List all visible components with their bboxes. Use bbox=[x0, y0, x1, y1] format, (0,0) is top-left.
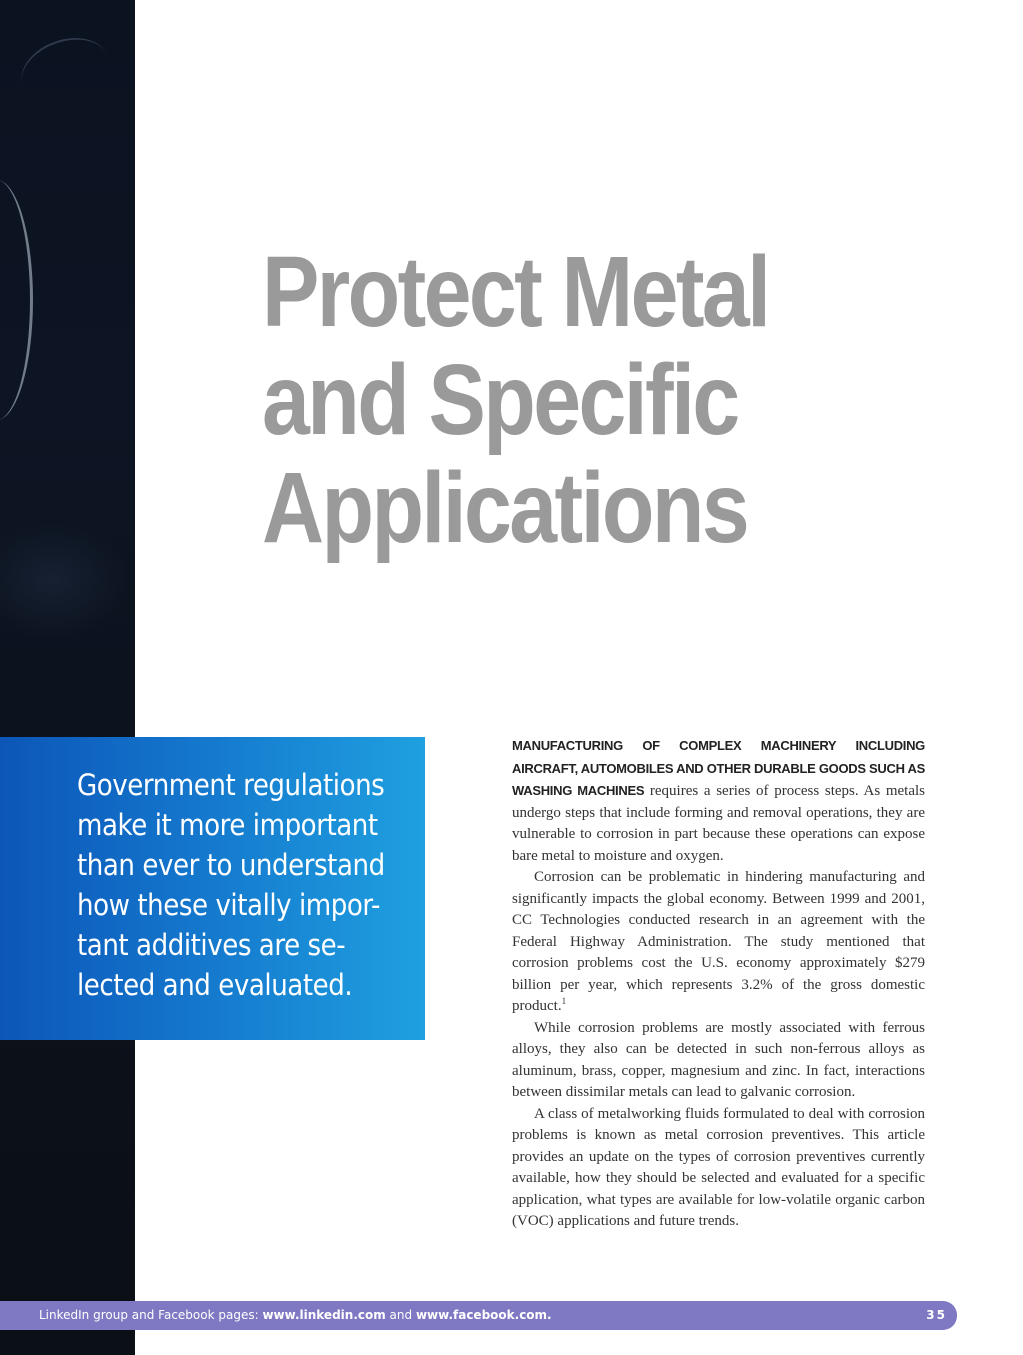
footer-prefix: LinkedIn group and Facebook pages: bbox=[39, 1308, 263, 1322]
article-headline bbox=[262, 238, 864, 562]
pullquote bbox=[77, 765, 419, 1005]
photo-highlight bbox=[0, 180, 33, 420]
pullquote-line: how these vitally impor- bbox=[77, 888, 381, 922]
pullquote-line: make it more important bbox=[77, 808, 378, 842]
headline-line: and Specific bbox=[262, 344, 738, 456]
pullquote-line: tant additives are se- bbox=[77, 928, 346, 962]
paragraph bbox=[512, 735, 925, 867]
pullquote-line: than ever to understand bbox=[77, 848, 385, 882]
page-number: 35 bbox=[926, 1308, 947, 1322]
facebook-link[interactable]: www.facebook.com. bbox=[415, 1308, 552, 1322]
footer-bar bbox=[0, 1301, 957, 1330]
left-photo-strip bbox=[0, 0, 135, 1355]
footer-middle: and bbox=[385, 1308, 416, 1322]
paragraph: A class of metalworking fluids formulated to deal with corrosion problems is known as metal corrosion preventives. This article provides an update on the types of corrosion preventives currently available, how they should be selected and evaluated for a specific application, what types are available for low-volatile organic carbon (VOC) applications and future trends. bbox=[512, 1105, 925, 1229]
footer-text bbox=[39, 1308, 552, 1322]
pullquote-line: Government regulations bbox=[77, 768, 385, 802]
paragraph: While corrosion problems are mostly associated with ferrous alloys, they also can be detected in such non-ferrous alloys as aluminum, brass, copper, magnesium and zinc. In fact, interactions between dissimilar metals can lead to galvanic corrosion. bbox=[512, 1019, 925, 1100]
footnote-ref: 1 bbox=[561, 996, 567, 1006]
paragraph bbox=[512, 867, 925, 1018]
photo-highlight bbox=[12, 26, 118, 115]
paragraph-text: requires a series of process steps. As metals undergo steps that include forming and removal operations, they are vulnerable to corrosion in part because these operations can expose bare metal to moisture and oxygen. bbox=[512, 783, 925, 864]
pullquote-line: lected and evaluated. bbox=[77, 968, 353, 1002]
paragraph-text: Corrosion can be problematic in hindering manufacturing and significantly impacts the global economy. Between 1999 and 2001, CC Technologies conducted research in an agreement with the Federal Highway Administration. The study mentioned that corrosion problems cost the U.S. economy approximately $279 billion per year, which represents 3.2% of the gross domestic product. bbox=[512, 869, 925, 1014]
headline-line: Protect Metal bbox=[262, 236, 769, 348]
article-body bbox=[512, 735, 925, 1233]
photo-shadow bbox=[0, 520, 130, 640]
lead-in: MANUFACTURING OF COMPLEX MACHINERY INCLUDING AIRCRAFT, AUTOMOBILES AND OTHER DURABLE GOODS SUCH AS WASHING MACHINES bbox=[512, 738, 925, 798]
headline-line: Applications bbox=[262, 452, 748, 564]
linkedin-link[interactable]: www.linkedin.com bbox=[262, 1308, 386, 1322]
